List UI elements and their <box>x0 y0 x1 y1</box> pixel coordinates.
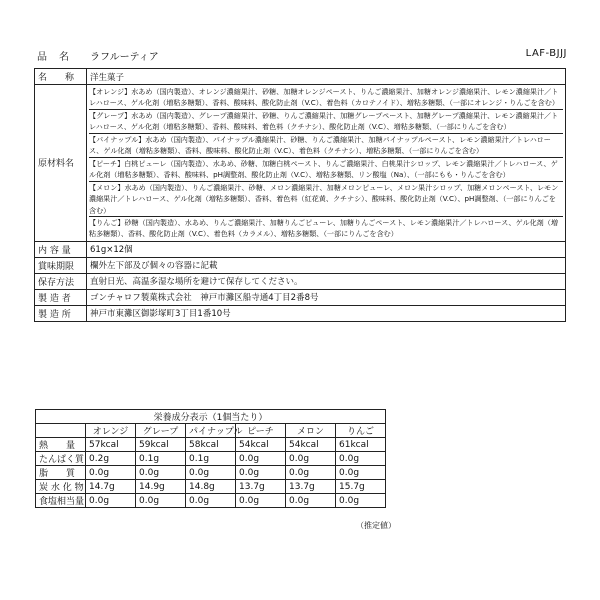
spec-row-storage <box>35 273 566 289</box>
spec-value: 洋生菓子 <box>87 69 566 85</box>
nutrition-cell: 57kcal <box>86 438 136 452</box>
nutrition-cell: 0.0g <box>236 494 286 508</box>
nutrition-cell: 0.1g <box>136 452 186 466</box>
product-name-label: 品 名 <box>37 52 70 63</box>
nutrition-col-header: メロン <box>286 424 336 438</box>
nutrition-cell: 0.0g <box>136 494 186 508</box>
nutrition-cell: 54kcal <box>286 438 336 452</box>
spec-key: 製 造 者 <box>35 289 87 305</box>
ingredients-orange: 【オレンジ】水あめ（国内製造）、オレンジ濃縮果汁、砂糖、加糖オレンジペースト、りんご濃縮果汁、加糖オレンジ濃縮果汁、レモン濃縮果汁／トレハロース、ゲル化剤（増粘多糖類）、香料、酸味料、酸化防止剤（V.C）、着色料（カロテノイド）、増粘多糖類、（一部にオレンジ・りんごを含む） <box>89 87 559 108</box>
spec-value: 欄外左下部及び個々の容器に記載 <box>87 257 566 273</box>
nutrition-cell: 0.0g <box>236 452 286 466</box>
ingredients-peach: 【ピーチ】白桃ピューレ（国内製造）、水あめ、砂糖、加糖白桃ペースト、りんご濃縮果汁、白桃果汁シロップ、レモン濃縮果汁／トレハロース、ゲル化剤（増粘多糖類）、香料、酸味料、pH調整剤、酸化防止剤（V.C）、増粘多糖類、リン酸塩（Na）、（一部にもも・りんごを含む） <box>89 157 563 181</box>
spec-key: 名 称 <box>35 69 87 85</box>
nutrition-cell: 54kcal <box>236 438 286 452</box>
nutrition-cell: 14.7g <box>86 480 136 494</box>
nutrition-header-row <box>36 424 386 438</box>
spec-key: 保存方法 <box>35 273 87 289</box>
nutrition-cell: 0.0g <box>286 466 336 480</box>
nutrition-cell: 0.0g <box>86 494 136 508</box>
product-header <box>37 48 567 64</box>
nutrition-row-energy <box>36 438 386 452</box>
nutrition-row-protein <box>36 452 386 466</box>
spec-row-ingredients <box>35 85 566 242</box>
nutrition-table <box>35 409 386 508</box>
nutrition-cell: 15.7g <box>336 480 386 494</box>
nutrition-col-header: パイナップル <box>186 424 236 438</box>
spec-value: ゴンチャロフ製菓株式会社 神戸市灘区船寺通4丁目2番8号 <box>87 289 566 305</box>
spec-row-best-before <box>35 257 566 273</box>
nutrition-cell: 0.0g <box>86 466 136 480</box>
nutrition-row-fat <box>36 466 386 480</box>
ingredients-list <box>87 85 566 242</box>
nutrition-row-salt <box>36 494 386 508</box>
nutrition-col-header: オレンジ <box>86 424 136 438</box>
nutrition-cell: 0.0g <box>286 494 336 508</box>
nutrition-cell: 14.8g <box>186 480 236 494</box>
nutrition-row-label: 熱 量 <box>36 438 86 452</box>
nutrition-row-label: 炭 水 化 物 <box>36 480 86 494</box>
spec-row-net-content <box>35 241 566 257</box>
nutrition-cell: 0.0g <box>336 494 386 508</box>
nutrition-col-header: ピーチ <box>236 424 286 438</box>
ingredients-apple: 【りんご】砂糖（国内製造）、水あめ、りんご濃縮果汁、加糖りんごピューレ、加糖りんごペースト、レモン濃縮果汁／トレハロース、ゲル化剤（増粘多糖類）、香料、酸化防止剤（V.C）、着色料（カラメル）、増粘多糖類、（一部にりんごを含む） <box>89 216 563 240</box>
spec-value: 61g×12個 <box>87 241 566 257</box>
nutrition-cell: 0.1g <box>186 452 236 466</box>
ingredients-grape: 【グレープ】水あめ（国内製造）、グレープ濃縮果汁、砂糖、りんご濃縮果汁、加糖グレープペースト、加糖グレープ濃縮果汁、レモン濃縮果汁／トレハロース、ゲル化剤（増粘多糖類）、香料、酸味料、着色料（クチナシ）、酸化防止剤（V.C）、増粘多糖類、（一部にりんごを含む） <box>89 109 563 133</box>
product-code: LAF-BJJJ <box>525 48 567 59</box>
nutrition-title: 栄養成分表示（1個当たり） <box>36 410 386 424</box>
nutrition-row-label: 脂 質 <box>36 466 86 480</box>
nutrition-cell: 58kcal <box>186 438 236 452</box>
nutrition-cell: 13.7g <box>286 480 336 494</box>
product-name: ラフルーティア <box>90 52 159 63</box>
product-spec-table <box>34 68 566 322</box>
nutrition-corner <box>36 424 86 438</box>
nutrition-cell: 0.0g <box>336 452 386 466</box>
nutrition-row-label: たんぱく質 <box>36 452 86 466</box>
nutrition-cell: 0.0g <box>286 452 336 466</box>
ingredients-melon: 【メロン】水あめ（国内製造）、りんご濃縮果汁、砂糖、メロン濃縮果汁、加糖メロンピューレ、メロン果汁シロップ、加糖メロンペースト、レモン濃縮果汁／トレハロース、ゲル化剤（増粘多糖類）、香料、着色料（紅花黄、クチナシ）、酸味料、酸化防止剤（V.C）、pH調整剤、（一部にりんごを含む） <box>89 181 563 216</box>
nutrition-cell: 0.0g <box>186 494 236 508</box>
nutrition-row-carbohydrate <box>36 480 386 494</box>
spec-value: 直射日光、高温多湿な場所を避けて保存してください。 <box>87 273 566 289</box>
nutrition-cell: 0.2g <box>86 452 136 466</box>
spec-value: 神戸市東灘区御影塚町3丁目1番10号 <box>87 305 566 321</box>
spec-row-manufacturer <box>35 289 566 305</box>
ingredients-pineapple: 【パイナップル】水あめ（国内製造）、パイナップル濃縮果汁、砂糖、りんご濃縮果汁、加糖パイナップルペースト、レモン濃縮果汁／トレハロース、ゲル化剤（増粘多糖類）、香料、酸味料、酸化防止剤（V.C）、着色料（クチナシ）、増粘多糖類、（一部にりんごを含む） <box>89 133 563 157</box>
estimate-note: （推定値） <box>356 521 396 530</box>
nutrition-col-header: グレープ <box>136 424 186 438</box>
nutrition-cell: 59kcal <box>136 438 186 452</box>
nutrition-cell: 14.9g <box>136 480 186 494</box>
nutrition-cell: 13.7g <box>236 480 286 494</box>
nutrition-col-header: りんご <box>336 424 386 438</box>
nutrition-cell: 61kcal <box>336 438 386 452</box>
spec-row-name <box>35 69 566 85</box>
spec-row-factory <box>35 305 566 321</box>
nutrition-cell: 0.0g <box>186 466 236 480</box>
spec-key: 内 容 量 <box>35 241 87 257</box>
nutrition-title-row <box>36 410 386 424</box>
spec-key: 原材料名 <box>35 85 87 242</box>
spec-key: 賞味期限 <box>35 257 87 273</box>
nutrition-row-label: 食塩相当量 <box>36 494 86 508</box>
nutrition-cell: 0.0g <box>136 466 186 480</box>
spec-key: 製 造 所 <box>35 305 87 321</box>
nutrition-cell: 0.0g <box>236 466 286 480</box>
nutrition-cell: 0.0g <box>336 466 386 480</box>
